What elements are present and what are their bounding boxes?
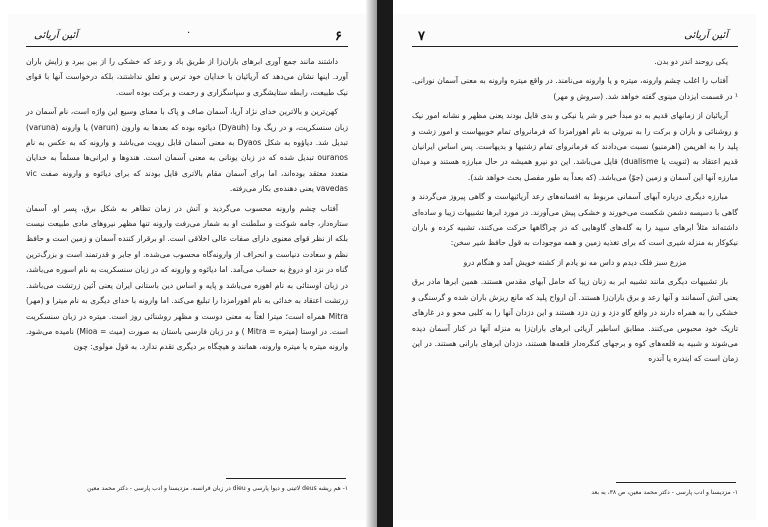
left-page	[8, 14, 366, 520]
footnote-divider	[616, 482, 736, 483]
right-page	[394, 14, 756, 520]
left-page-header	[26, 28, 348, 47]
paragraph: داشتند مانند جمع آوری ابرهای باران‌زا از طریق باد و رعد که خشکی را از بین ببرد و زایش باران آورد. اینها نشان می‌دهد که آریائیان با خدایان خود ترس و تعلق نداشتند، بلکه درخواست آنها با قوای نیک طبیعت، رابطه ستایشگری و سپاسگزاری و رحمت و برکت بوده است.	[26, 57, 348, 97]
running-title: آئین آریائی	[684, 30, 728, 41]
poem-verse: مزرع سبز فلک دیدم و داس مه نو یادم از کشته خویش آمد و هنگام درو	[463, 257, 687, 267]
footnote: ۱- هم ریشه deus لاتینی و دیوا پارسی و dieu در زبان فرانسه. مزدیسنا و ادب پارسی - دکتر محمد معین	[87, 485, 348, 492]
page-number: ۷	[418, 29, 425, 44]
right-page-body	[412, 54, 738, 371]
paragraph: کهن‌ترین و بالاترین خدای نژاد آریا، آسمان صاف و پاک با معنای وسیع این واژه است، نام آسمان در زبان سنسکریت، و در ریگ ودا (Dyauh) دیائوه بوده که بعدها به وارون (varun) یا وارونه (varuna) تبدیل شد. دیاؤوه به شکل Dyaos به معنی آسمان قابل رویت می‌باشد و وارونه که به عکس به نام ouranos تبدیل شده که در زبان یونانی به معنی آسمان است. هندوها و ایرانی‌ها مسلماً به خدایان متعدد معتقد بوده‌اند، اما برای آسمان مقام بالاتری قایل بودند که برای دیائوه و وارونه صفت vic vavedas یعنی دهنده‌ی بکار می‌رفته.	[26, 107, 349, 194]
footnote-divider	[226, 478, 346, 479]
paragraph: مبارزه دیگری درباره آبهای آسمانی مربوط به افسانه‌های رعد آریائیهاست و گاهی پیروز می‌گردند و گاهی با دسیسه دشمن شکست می‌خورند و خشکی پیش می‌آورند. در مورد ابرها تشبیهات زیبا و ساده‌ای داشته‌اند مثلاً ابرهای سپید را به گله‌های گاوهایی که در چراگاهها حرکت می‌کنند، تشبیه کرده و باران نیکوکار به منزله شیری است که برای تغذیه زمین و همه موجودات به قول حافظ شیر سخن:	[412, 192, 738, 248]
paragraph: یکی روحند اندر دو بدن.	[654, 57, 728, 66]
page-gutter-shadow	[366, 0, 377, 527]
header-mark: ·	[187, 28, 191, 39]
running-title: آئین آریائی	[34, 30, 78, 41]
right-page-header	[412, 28, 738, 47]
page-number: ۶	[335, 29, 342, 44]
footnote: ۱- مزدیسنا و ادب پارسی - دکتر محمد معین، ص ۳۸، به بعد	[591, 489, 738, 496]
paragraph: باز تشبیهات دیگری مانند تشبیه ابر به زنان زیبا که حامل آبهای مقدس هستند. همین ابرها مادر برق یعنی آتش آسمانند و آنها رعد و برق باران‌زا هستند. آن ارواح پلید که مانع ریزش باران شده و گرسنگی و خشکی را به همراه دارند در واقع گاو دزد و زن دزد هستند و این دزدان آنها را به کلبی محو و در غارهای تاریک خود محبوس می‌کنند. مطابق اساطیر آریائی ابرهای باران‌زا به منزله آنها در کنار آسمان دیده می‌شوند و شبیه به قلعه‌های کوه و برجهای کنگره‌دار قلعه‌ها هستند، دزدان ابرهای بارانی هستند. در این زمان است که ایندره یا آندره	[412, 277, 738, 364]
book-gutter	[377, 0, 393, 527]
left-page-body	[26, 54, 348, 359]
paragraph: آفتاب چشم وارونه محسوب می‌گردید و آتش در زمان تظاهر به شکل برق، پسر او. آسمان ستاره‌دار، جامه شوکت و سلطنت او به شمار می‌رفت وارونه تنها مظهر نیروهای مادی طبیعت نیست بلکه از نظر قوای معنوی دارای صفات عالی اخلاقی است. او برقرار کننده آسمان و زمین است و حافظ نظم و سعادت دنیاست و انحراف از وارونه‌گاه محسوب می‌شده. او جابر و قدرتمند است و بزرگ‌ترین گناه در نزد او دروغ به حساب می‌آمد. اما دیائوه و وارونه که در زبان سنسکریت به نام اسوره می‌باشد، در زبان اوستائی به نام اهوره می‌باشد و پایه و اساس دین باستانی ایران یعنی آئین زرتشت می‌باشد. زرتشت اعتقاد به خدائی به نام اهورامزدا را تبلیغ می‌کند. اما وارونه با خدای دیگری به نام میترا و (مهر) Mitra همراه است؛ میترا لغتاً به معنی دوست و مظهر روشنائی روز است. میتره در زبان سنسکریت است. در اوستا (میتره = Mitra ) و در زبان فارسی باستان به صورت (میث = Mioa) نامیده می‌شود. وارونه میتره یا میتره وارونه، همانند و هیچگاه بر دیگری تقدم ندارد. به قول مولوی: چون	[26, 203, 348, 352]
paragraph: آفتاب را اغلب چشم وارونه، میتره و یا وارونه می‌نامند. در واقع میتره وارونه به معنی آسمان نورانی. ¹ در قسمت ایزدان مینوی گفته خواهد شد. (سروش و مهر)	[412, 76, 738, 101]
paragraph: آریائیان از زمانهای قدیم به دو مبدأ خیر و شر یا نیکی و بدی قایل بودند یعنی مظهر و نشانه امور نیک و روشنائی و باران و برکت را به نیروئی به نام اهورامزدا که فرمانروای تمام خوبیهاست و امور زشت و پلید را به اهریمن (اهرمنیو) نسبت می‌دادند که فرمانروای تمام زشتیها و بدیهاست. پس اساس ایرانیان قدیم اعتقاد به (ثنویت یا dualisme) قایل می‌باشد. این دو نیرو همیشه در حال مبارزه هستند و میدان مبارزه آنها این آسمان و زمین (جوّ) می‌باشد. (که بعداً به طور مفصل بحث خواهد شد).	[412, 111, 738, 182]
